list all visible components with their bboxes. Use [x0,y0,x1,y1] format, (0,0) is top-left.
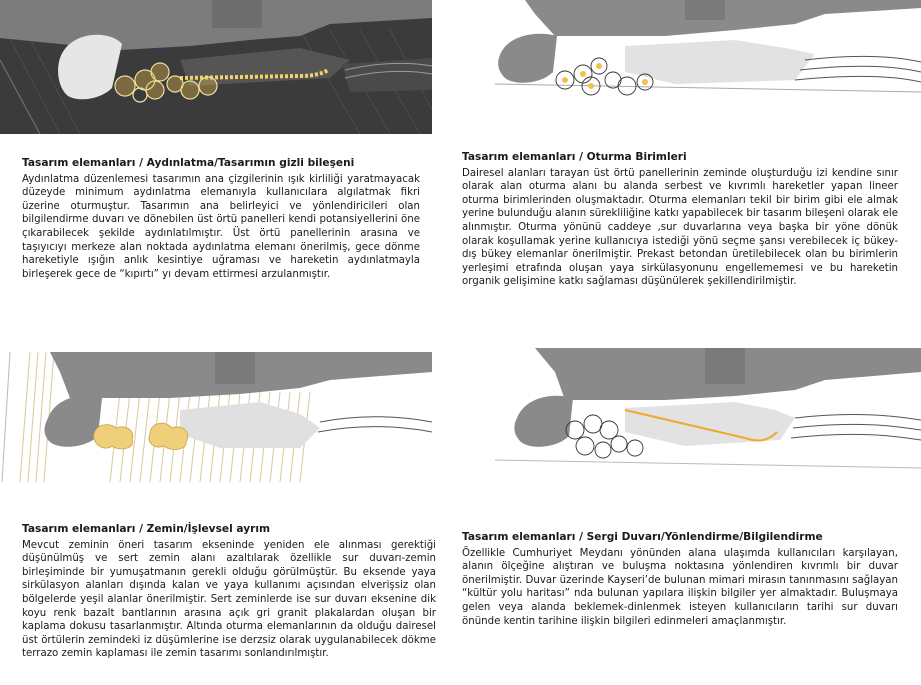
section-ground [22,523,436,661]
plan-ground [0,352,432,482]
section-title: Tasarım elemanları / Oturma Birimleri [462,151,687,163]
section-body: Mevcut zeminin öneri tasarım ekseninde yeniden ele alınması gerektiği düşünülmüş ve sert zemin alanı azaltılarak özellikle sur duvarı-zemin birleşiminde bir yumuşatmanın gerekli olduğu görülmüştür. Bu eksende yaya sirkülasyon alanları dışında kalan ve yaya kullanımı açısından elverişsiz olan bölgelerde yeşil alanlar önerilmiştir. Sert zeminlerde ise sur duvarı eksenine dik koyu renk bazalt bantlarının arasına açık gri granit plakalardan oluşan bir kaplama dokusu tasarlanmıştır. Altında oturma elemanlarının da olduğu dairesel üst örtülerin zemindeki iz düşümlerine ise derzsiz olarak uygulanabilecek dökme terrazo zemin kaplaması ile zemin tasarımı sonlandırılmıştır. [22,539,436,660]
section-title: Tasarım elemanları / Zemin/İşlevsel ayrım [22,523,271,535]
section-lighting [22,157,420,281]
plan-lighting [0,0,432,134]
section-body: Özellikle Cumhuriyet Meydanı yönünden alana ulaşımda kullanıcıları karşılayan, alanın ölçeğine alıştıran ve buluşma noktasına yönlendiren kıvrımlı bir duvar önerilmiştir. Duvar üzerinde Kayseri’de bulunan mimari mirasın tanınmasını sağlayan “kültür yolu haritası” nda bulunan yapılara ilişkin bilgiler yer almaktadır. Buluşmaya gelen veya alanda beklemek-dinlenmek isteyen kullanıcıların tarihi sur duvarı önünde kentin tarihine ilişkin bilgileri edinmeleri amaçlanmıştır. [462,547,898,627]
section-title: Tasarım elemanları / Aydınlatma/Tasarımın gizli bileşeni [22,157,355,169]
section-exhibition-wall [462,531,898,628]
section-seating [462,151,898,289]
section-body: Dairesel alanları tarayan üst örtü panellerinin zeminde oluşturduğu izi kendine sınır olarak alan oturma alanı bu alanda serbest ve kıvrımlı hareketler yapan lineer oturma birimlerinden oluşmaktadır. Oturma elemanları tekil bir birim gibi ele almak yerine bulunduğu alanın sürekliliğine katkı yapabilecek bir tasarım bileşeni olarak ele alınmıştır. Oturma yönünü caddeye ,sur duvarlarına veya başka bir yöne dönük olarak koşullamak yerine kullanıcıya istediği yönü seçme şansı verebilecek iç bükey-dış bükey elemanlar önerilmiştir. Prekast betondan üretilebilecek olan bu birimlerin yerleşimi etrafında oluşan yaya sirkülasyonunu engellememesi ve bu hareketin organik gelişimine katkı sağlaması düşünülerek şekillendirilmiştir. [462,167,898,288]
section-title: Tasarım elemanları / Sergi Duvarı/Yönlendirme/Bilgilendirme [462,531,823,543]
plan-seating [495,0,921,112]
section-body: Aydınlatma düzenlemesi tasarımın ana çizgilerinin ışık kirliliği yaratmayacak düzeyde minimum aydınlatma elemanıyla kullanıcılara algılatmak fikri üzerine oturmuştur. Tasarımın ana belirleyici ve yönlendiricileri olan bilgilendirme duvarı ve dönebilen üst örtü panelleri kendi potansiyellerini öne çıkarabilecek şekilde aydınlatılmıştır. Üst örtü panellerinin arasına ve taşıyıcıyı merkeze alan noktada aydınlatma elemanı önerilmiş, gece dönme hareketiyle ışığın anlık kesintiye uğraması ve hareketin aydınlatmayla birleşerek gece de “kıpırtı” yı devam ettirmesi arzulanmıştır. [22,173,420,280]
plan-wall [495,348,921,482]
